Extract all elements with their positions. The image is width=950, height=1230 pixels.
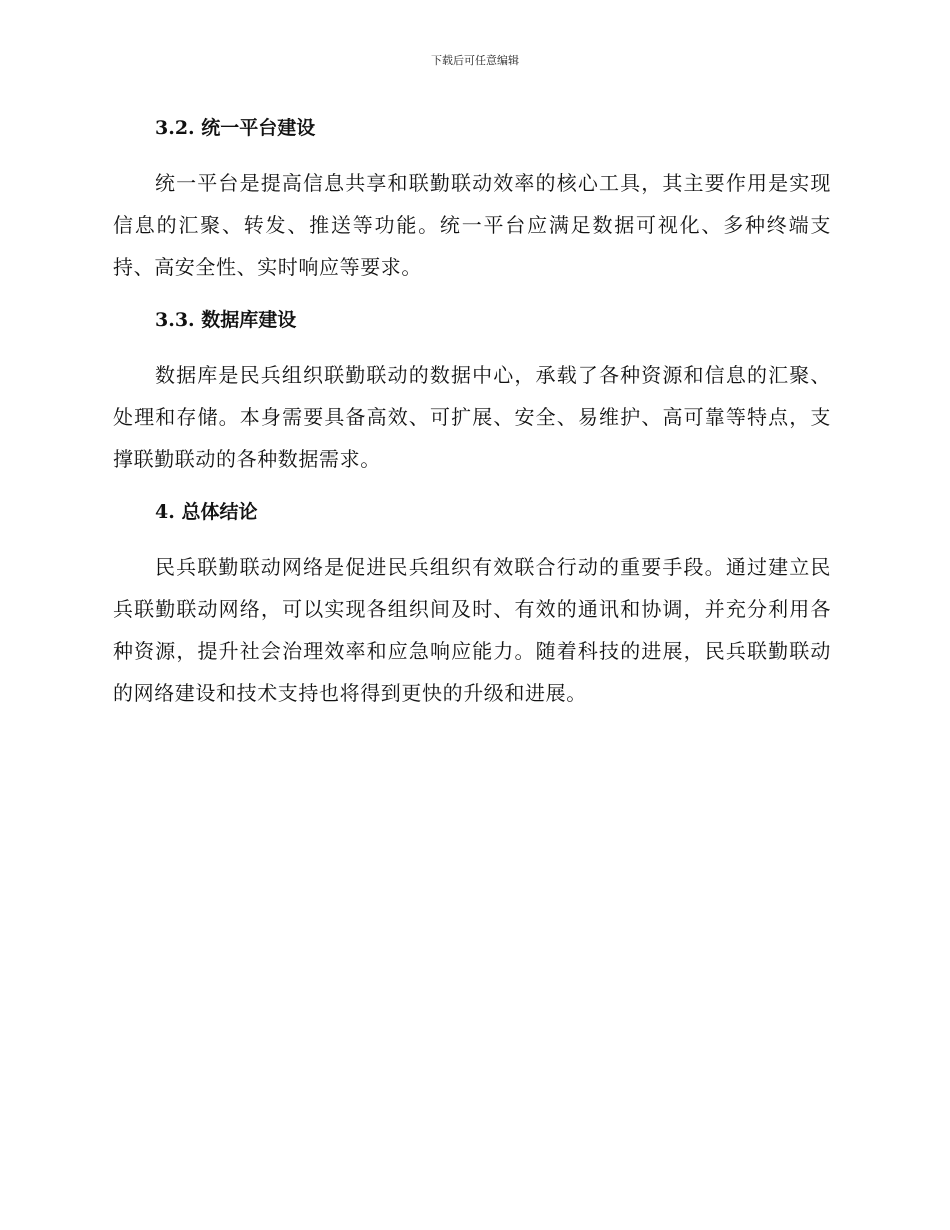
section-paragraph-4: 民兵联勤联动网络是促进民兵组织有效联合行动的重要手段。通过建立民兵联勤联动网络，可以实现各组织间及时、有效的通讯和协调，并充分利用各种资源，提升社会治理效率和应急响应能力。随着科技的进展，民兵联勤联动的网络建设和技术支持也将得到更快的升级和进展。 <box>113 555 831 705</box>
section-heading-3-3: 3.3. 数据库建设 <box>155 309 297 331</box>
section-heading-3-2: 3.2. 统一平台建设 <box>155 117 316 139</box>
section-paragraph-3-3: 数据库是民兵组织联勤联动的数据中心，承载了各种资源和信息的汇聚、处理和存储。本身需要具备高效、可扩展、安全、易维护、高可靠等特点，支撑联勤联动的各种数据需求。 <box>113 363 831 471</box>
document-body <box>113 110 831 714</box>
header-note: 下载后可任意编辑 <box>431 54 519 67</box>
section-paragraph-3-2: 统一平台是提高信息共享和联勤联动效率的核心工具，其主要作用是实现信息的汇聚、转发、推送等功能。统一平台应满足数据可视化、多种终端支持、高安全性、实时响应等要求。 <box>113 171 831 279</box>
section-heading-4: 4. 总体结论 <box>155 501 258 523</box>
